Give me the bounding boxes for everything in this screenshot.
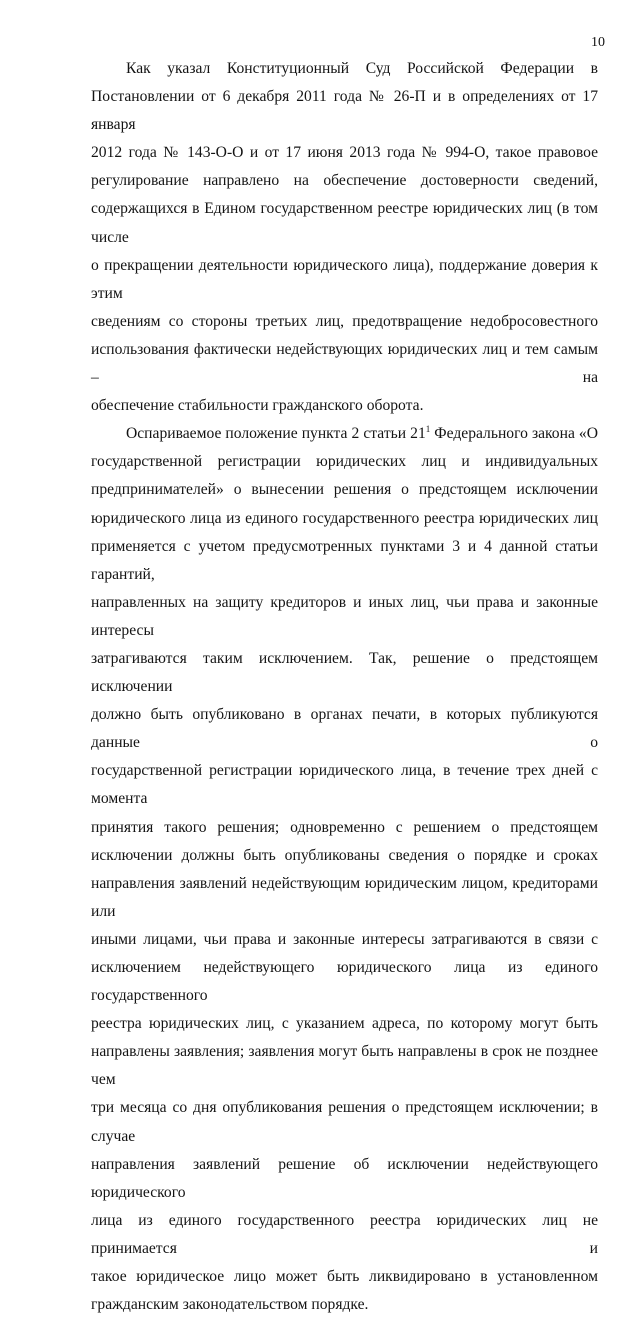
text-line-with-superscript	[91, 420, 598, 448]
text-line: гражданским законодательством порядке.	[91, 1296, 369, 1314]
text-line: три месяца со дня опубликования решения о предстоящем исключении; в случае	[91, 1099, 598, 1145]
document-body	[91, 55, 598, 1319]
text-line: направления заявлений недействующим юридическим лицом, кредиторами или	[91, 874, 598, 920]
paragraph-2	[91, 420, 598, 1319]
text-line: применяется с учетом предусмотренных пунктами 3 и 4 данной статьи гарантий,	[91, 537, 598, 583]
text-line: государственной регистрации юридических лиц и индивидуальных	[91, 453, 598, 471]
text-line: о прекращении деятельности юридического лица), поддержание доверия к этим	[91, 256, 598, 302]
text-line: направлены заявления; заявления могут быть направлены в срок не позднее чем	[91, 1043, 598, 1089]
paragraph-1	[91, 55, 598, 420]
text-line: 2012 года № 143-О-О и от 17 июня 2013 года № 994-О, такое правовое	[91, 144, 598, 162]
text-line: принятия такого решения; одновременно с решением о предстоящем	[91, 818, 598, 836]
text-line: регулирование направлено на обеспечение достоверности сведений,	[91, 172, 598, 190]
text-line: государственной регистрации юридического лица, в течение трех дней с момента	[91, 762, 598, 808]
text-line: иными лицами, чьи права и законные интересы затрагиваются в связи с	[91, 930, 598, 948]
text-line: исключением недействующего юридического лица из единого государственного	[91, 959, 598, 1005]
text-line: должно быть опубликовано в органах печати, в которых публикуются данные о	[91, 706, 598, 752]
text-line: затрагиваются таким исключением. Так, решение о предстоящем исключении	[91, 649, 598, 696]
text-line: использования фактически недействующих юридических лиц и тем самым – на	[91, 340, 598, 387]
text-line: исключении должны быть опубликованы сведения о порядке и сроках	[91, 846, 598, 864]
superscript: 1	[425, 424, 431, 435]
text-line: направления заявлений решение об исключении недействующего юридического	[91, 1155, 598, 1201]
text-fragment: Федерального закона «О	[430, 425, 598, 443]
text-line: такое юридическое лицо может быть ликвидировано в установленном	[91, 1268, 598, 1286]
text-line: Постановлении от 6 декабря 2011 года № 26-П и в определениях от 17 января	[91, 88, 598, 134]
text-line: реестра юридических лиц, с указанием адреса, по которому могут быть	[91, 1015, 598, 1033]
text-line: предпринимателей» о вынесении решения о предстоящем исключении	[91, 481, 598, 499]
text-fragment: Оспариваемое положение пункта 2 статьи 21	[126, 425, 426, 443]
text-line: лица из единого государственного реестра юридических лиц не принимается и	[91, 1211, 598, 1257]
text-line: юридического лица из единого государственного реестра юридических лиц	[91, 509, 598, 527]
page-number: 10	[591, 35, 605, 50]
text-line: направленных на защиту кредиторов и иных лиц, чьи права и законные интересы	[91, 593, 598, 639]
text-line: Как указал Конституционный Суд Российской Федерации в	[126, 60, 598, 77]
text-line: содержащихся в Едином государственном реестре юридических лиц (в том числе	[91, 200, 598, 246]
text-line: обеспечение стабильности гражданского оборота.	[91, 397, 424, 415]
text-line: сведениям со стороны третьих лиц, предотвращение недобросовестного	[91, 312, 598, 330]
